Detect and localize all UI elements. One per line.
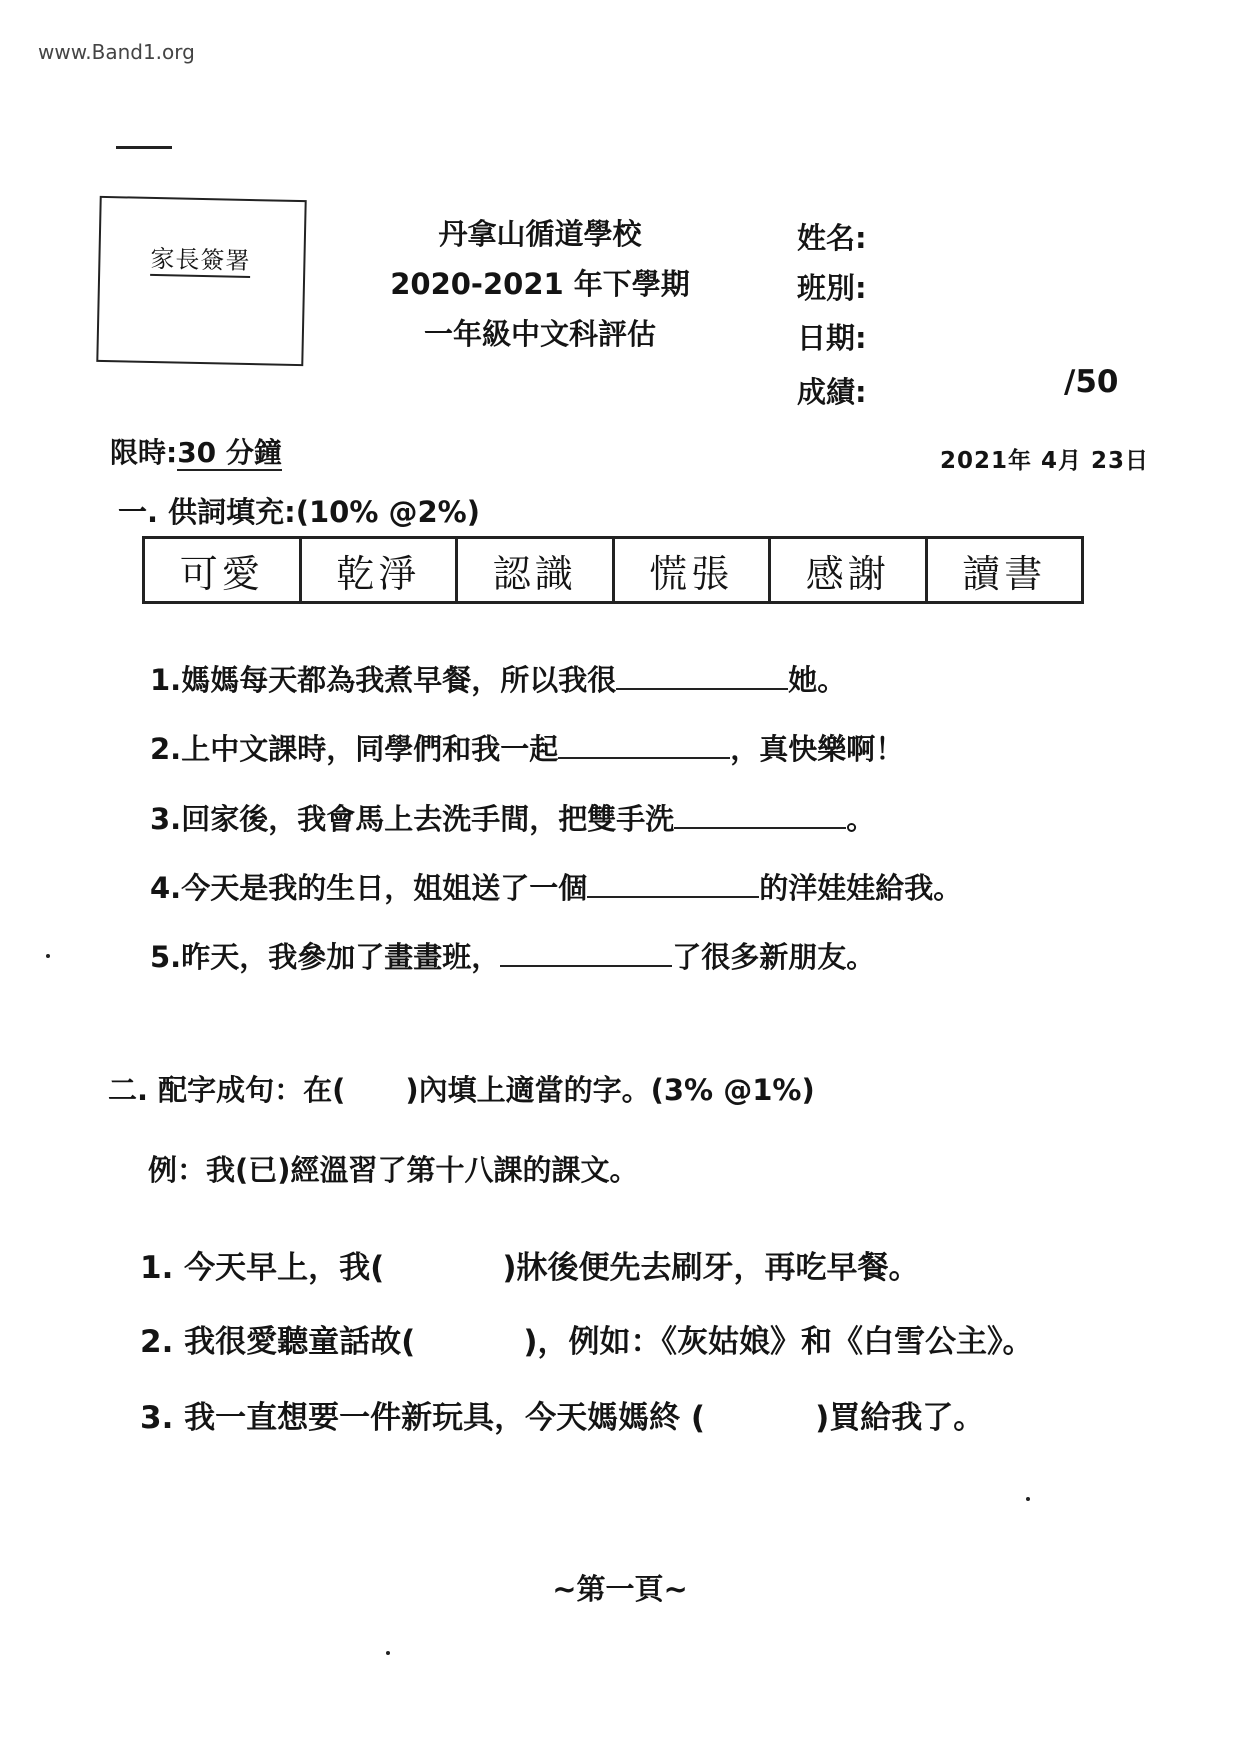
question-text: 2.上中文課時，同學們和我一起 [150, 732, 559, 766]
time-limit [110, 431, 282, 471]
school-name: 丹拿山循道學校 [438, 217, 642, 251]
scan-speck [46, 954, 50, 958]
class-label: 班別: [797, 271, 867, 305]
name-label: 姓名: [797, 221, 867, 255]
watermark: www.Band1.org [38, 40, 195, 64]
word-bank-item: 認識 [458, 539, 615, 601]
section2-title [108, 1068, 815, 1109]
date-label: 日期: [797, 321, 867, 355]
school-term: 2020-2021 年下學期 [390, 267, 690, 301]
question-text: 4.今天是我的生日，姐姐送了一個 [150, 871, 588, 905]
word-bank-item: 感謝 [771, 539, 928, 601]
question-text: 1.媽媽每天都為我煮早餐，所以我很 [150, 663, 617, 697]
question-text: 5.昨天，我參加了畫畫班， [150, 940, 501, 974]
answer-blank[interactable] [587, 874, 759, 898]
fill-question-2 [150, 727, 904, 768]
answer-blank[interactable] [558, 735, 730, 759]
time-limit-label: 限時: [110, 436, 178, 469]
fill-question-4 [150, 866, 962, 907]
word-bank-item: 乾淨 [302, 539, 459, 601]
question-text: 2. 我很愛聽童話故( [140, 1324, 416, 1360]
assessment-subject: 一年級中文科評估 [423, 317, 656, 351]
section2-title-text: 二. 配字成句：在( [108, 1073, 346, 1107]
question-text: )買給我了。 [815, 1400, 985, 1436]
fill-question-1 [150, 658, 846, 699]
question-text: 她。 [788, 663, 847, 697]
question-text: )牀後便先去刷牙，再吃早餐。 [502, 1250, 920, 1286]
word-bank-item: 慌張 [615, 539, 772, 601]
word-bank [142, 536, 1084, 604]
word-question-3 [140, 1392, 984, 1437]
question-text: 1. 今天早上，我( [140, 1250, 385, 1286]
fill-question-5 [150, 935, 875, 976]
question-text: 。 [846, 802, 876, 836]
answer-blank[interactable] [500, 943, 672, 967]
question-text: 3. 我一直想要一件新玩具，今天媽媽終 ( [140, 1400, 706, 1436]
parent-signature-label: 家長簽署 [150, 239, 251, 278]
time-limit-value: 30 分鐘 [177, 436, 282, 469]
word-bank-item: 讀書 [962, 551, 1047, 596]
section2-title-text: )內填上適當的字。(3% @1%) [405, 1073, 815, 1107]
question-text: 的洋娃娃給我。 [759, 871, 963, 905]
scan-speck [1026, 1497, 1030, 1501]
answer-blank[interactable] [674, 805, 846, 829]
fill-question-3 [150, 797, 875, 838]
question-text: ，真快樂啊！ [730, 732, 905, 766]
answer-blank[interactable] [616, 666, 788, 690]
handwritten-date: 2021年 4月 23日 [940, 448, 1150, 474]
word-bank-item: 可愛 [145, 539, 302, 601]
word-question-2 [140, 1316, 1033, 1361]
parent-signature-box [96, 196, 306, 366]
score-total: /50 [1064, 364, 1119, 400]
question-text: 3.回家後，我會馬上去洗手間，把雙手洗 [150, 802, 675, 836]
page-footer: ~第一頁~ [552, 1572, 688, 1606]
page-mark [116, 146, 172, 149]
example-sentence: 例：我(已)經溫習了第十八課的課文。 [148, 1153, 639, 1187]
word-question-1 [140, 1242, 919, 1287]
question-text: 了很多新朋友。 [672, 940, 876, 974]
scan-speck [386, 1651, 390, 1655]
section1-title: 一. 供詞填充:(10% @2%) [118, 495, 480, 529]
question-text: )，例如：《灰姑娘》和《白雪公主》。 [523, 1324, 1034, 1360]
score-label: 成績: [797, 375, 867, 409]
